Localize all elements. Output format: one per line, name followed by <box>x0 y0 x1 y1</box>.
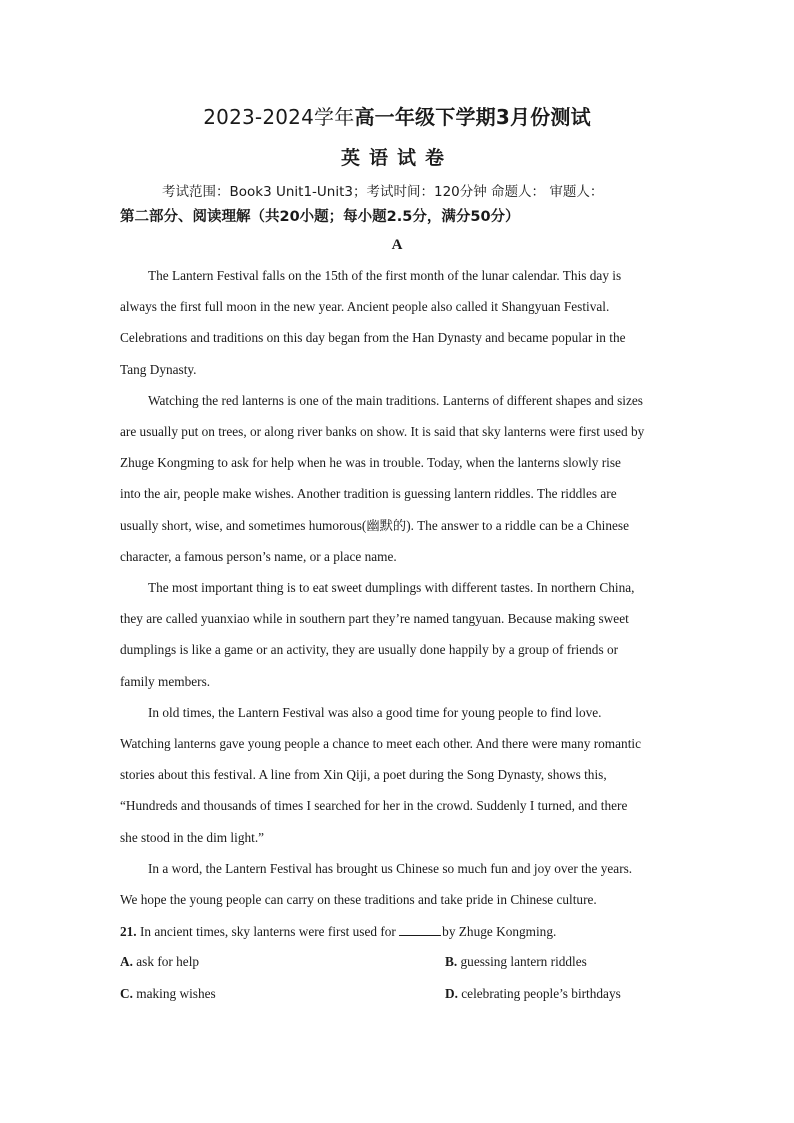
passage-line: always the first full moon in the new year. Ancient people also called it Shangyuan Festival. <box>120 299 610 314</box>
answer-blank <box>399 922 441 936</box>
question-stem-end: by Zhuge Kongming. <box>442 924 557 939</box>
option-letter: D. <box>445 986 458 1001</box>
passage-line: Watching the red lanterns is one of the main traditions. Lanterns of different shapes and sizes <box>148 393 643 408</box>
passage-label: A <box>391 237 403 253</box>
exam-info-line: 考试范围：Book3 Unit1-Unit3；考试时间：120分钟 命题人： 审题人： <box>162 184 604 200</box>
passage-line: The most important thing is to eat sweet dumplings with different tastes. In northern China, <box>148 580 635 595</box>
passage-line: they are called yuanxiao while in southern part they’re named tangyuan. Because making sweet <box>120 611 629 626</box>
option-text: guessing lantern riddles <box>460 954 587 969</box>
passage-line: “Hundreds and thousands of times I searched for her in the crowd. Suddenly I turned, and there <box>120 798 628 813</box>
passage-line: The Lantern Festival falls on the 15th of the first month of the lunar calendar. This day is <box>148 268 622 283</box>
passage-line: Tang Dynasty. <box>120 362 197 377</box>
passage-line: she stood in the dim light.” <box>120 830 265 845</box>
exam-title <box>0 103 794 131</box>
passage-line: are usually put on trees, or along river banks on show. It is said that sky lanterns were first used by <box>120 424 645 439</box>
option-letter: C. <box>120 986 133 1001</box>
option-c[interactable] <box>120 985 216 1003</box>
subject-title: 英语试卷 <box>340 147 453 169</box>
option-text: making wishes <box>136 986 216 1001</box>
question-number: 21. <box>120 924 137 939</box>
question-stem-start: In ancient times, sky lanterns were first used for <box>139 924 396 939</box>
title-test-name: 高一年级下学期3月份测试 <box>354 105 591 129</box>
passage-line: character, a famous person’s name, or a place name. <box>120 549 397 564</box>
passage-line: dumplings is like a game or an activity, they are usually done happily by a group of friends or <box>120 642 619 657</box>
passage-line: In old times, the Lantern Festival was also a good time for young people to find love. <box>148 705 602 720</box>
option-text: ask for help <box>136 954 200 969</box>
option-b[interactable] <box>445 953 587 971</box>
passage-line: family members. <box>120 674 211 689</box>
option-text: celebrating people’s birthdays <box>461 986 621 1001</box>
passage-line: usually short, wise, and sometimes humorous(幽默的). The answer to a riddle can be a Chinese <box>120 518 629 533</box>
passage-line: Zhuge Kongming to ask for help when he was in trouble. Today, when the lanterns slowly rise <box>120 455 621 470</box>
passage-line: In a word, the Lantern Festival has brought us Chinese so much fun and joy over the years. <box>148 861 633 876</box>
passage-line: Celebrations and traditions on this day began from the Han Dynasty and became popular in the <box>120 330 626 345</box>
option-letter: B. <box>445 954 458 969</box>
title-year-range: 2023-2024 <box>203 105 315 129</box>
passage-line: Watching lanterns gave young people a chance to meet each other. And there were many romantic <box>120 736 641 751</box>
section-heading: 第二部分、阅读理解（共20小题；每小题2.5分，满分50分） <box>120 209 520 225</box>
title-academic-year: 学年 <box>314 105 355 129</box>
passage-line: We hope the young people can carry on these traditions and take pride in Chinese culture. <box>120 892 597 907</box>
passage-line: stories about this festival. A line from Xin Qiji, a poet during the Song Dynasty, shows this, <box>120 767 607 782</box>
option-letter: A. <box>120 954 133 969</box>
question-21 <box>120 922 556 941</box>
passage-line: into the air, people make wishes. Another tradition is guessing lantern riddles. The riddles are <box>120 486 617 501</box>
option-d[interactable] <box>445 985 621 1003</box>
option-a[interactable] <box>120 953 199 971</box>
